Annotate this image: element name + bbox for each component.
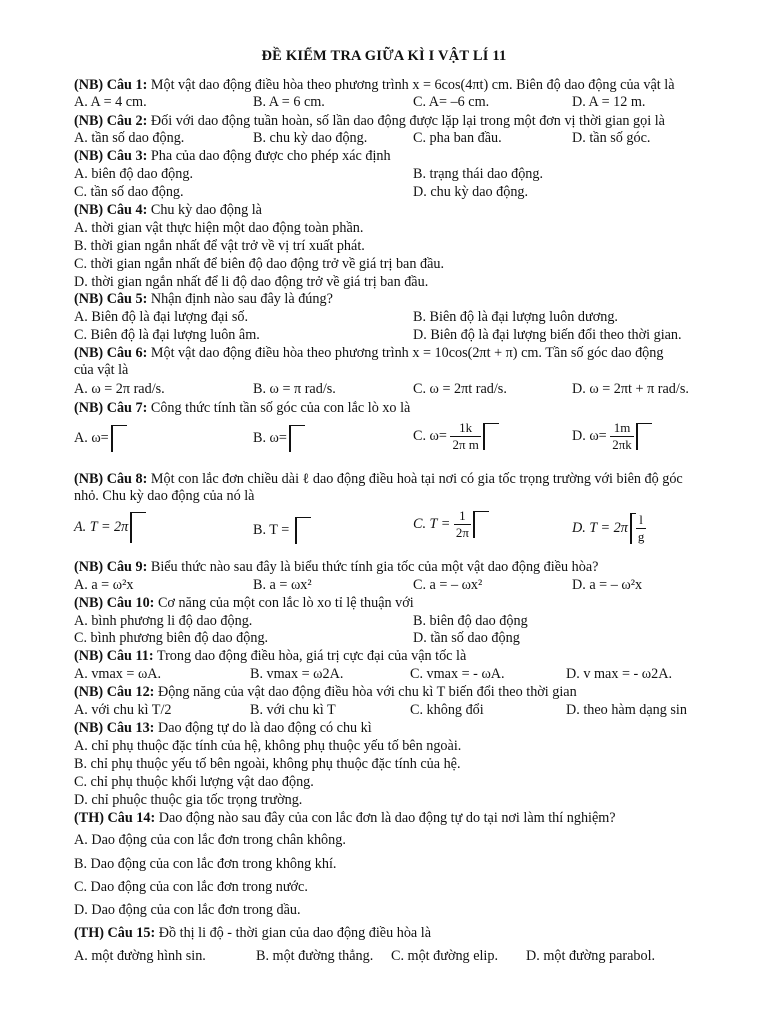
sqrt-symbol: [289, 425, 305, 452]
q5-option-a[interactable]: A. Biên độ là đại lượng đại số.: [74, 309, 248, 325]
q6-option-a[interactable]: A. ω = 2π rad/s.: [74, 381, 165, 397]
q1-option-a[interactable]: A. A = 4 cm.: [74, 94, 147, 110]
question-15-stem: (TH) Câu 15: Đồ thị li độ - thời gian của dao động điều hòa là: [74, 925, 432, 941]
q10-option-c[interactable]: C. bình phương biên độ dao động.: [74, 630, 269, 646]
q14-option-c[interactable]: C. Dao động của con lắc đơn trong nước.: [74, 879, 308, 895]
q4-option-a[interactable]: A. thời gian vật thực hiện một dao động toàn phần.: [74, 220, 364, 236]
q13-option-a[interactable]: A. chỉ phụ thuộc đặc tính của hệ, không phụ thuộc yếu tố bên ngoài.: [74, 738, 462, 754]
q12-option-c[interactable]: C. không đổi: [410, 702, 484, 718]
q8-option-b[interactable]: B. T =: [253, 517, 311, 544]
q5-option-c[interactable]: C. Biên độ là đại lượng luôn âm.: [74, 327, 260, 343]
q2-option-d[interactable]: D. tần số góc.: [572, 130, 651, 146]
q14-option-a[interactable]: A. Dao động của con lắc đơn trong chân không.: [74, 832, 346, 848]
question-6-stem-cont: của vật là: [74, 362, 129, 378]
q1-option-b[interactable]: B. A = 6 cm.: [253, 94, 325, 110]
q1-option-d[interactable]: D. A = 12 m.: [572, 94, 646, 110]
sqrt-symbol: [111, 425, 127, 452]
question-8-stem-cont: nhỏ. Chu kỳ dao động của nó là: [74, 488, 255, 504]
question-4-stem: (NB) Câu 4: Chu kỳ dao động là: [74, 202, 262, 218]
q8-option-a[interactable]: A. T = 2π: [74, 512, 146, 543]
exam-title: ĐỀ KIỂM TRA GIỮA KÌ I VẬT LÍ 11: [261, 48, 507, 64]
q5-option-d[interactable]: D. Biên độ là đại lượng biến đổi theo thời gian.: [413, 327, 682, 343]
question-9-stem: (NB) Câu 9: Biểu thức nào sau đây là biểu thức tính gia tốc của một vật dao động điều hòa?: [74, 559, 599, 575]
q6-option-c[interactable]: C. ω = 2πt rad/s.: [413, 381, 507, 397]
question-14-stem: (TH) Câu 14: Dao động nào sau đây của con lắc đơn là dao động tự do tại nơi làm thí nghiệm?: [74, 810, 616, 826]
q11-option-a[interactable]: A. vmax = ωA.: [74, 666, 162, 682]
q11-option-d[interactable]: D. v max = - ω2A.: [566, 666, 672, 682]
q9-option-c[interactable]: C. a = – ωx²: [413, 577, 483, 593]
q13-option-c[interactable]: C. chỉ phụ thuộc khối lượng vật dao động.: [74, 774, 314, 790]
q7-option-d[interactable]: D. ω= $\frac{1m}{2\pi k}$: [572, 420, 652, 453]
fraction: $\frac{l}{g}$: [637, 512, 645, 544]
question-6-stem: (NB) Câu 6: Một vật dao động điều hòa theo phương trình x = 10cos(2πt + π) cm. Tần số góc dao động: [74, 345, 664, 361]
q12-option-b[interactable]: B. với chu kì T: [250, 702, 336, 718]
q3-option-a[interactable]: A. biên độ dao động.: [74, 166, 194, 182]
q8-option-d[interactable]: D. T = 2π $\frac{l}{g}$: [572, 512, 645, 544]
q7-option-b[interactable]: B. ω=: [253, 425, 305, 452]
q15-option-c[interactable]: C. một đường elip.: [391, 948, 499, 964]
q2-option-a[interactable]: A. tần số dao động.: [74, 130, 185, 146]
q3-option-c[interactable]: C. tần số dao động.: [74, 184, 184, 200]
q14-option-b[interactable]: B. Dao động của con lắc đơn trong không khí.: [74, 856, 337, 872]
q7-option-a[interactable]: A. ω=: [74, 425, 127, 452]
q15-option-b[interactable]: B. một đường thẳng.: [256, 948, 374, 964]
q12-option-d[interactable]: D. theo hàm dạng sin: [566, 702, 687, 718]
question-2-stem: (NB) Câu 2: Đối với dao động tuần hoàn, số lần dao động được lặp lại trong một đơn vị thời gian gọi là: [74, 113, 665, 129]
q14-option-d[interactable]: D. Dao động của con lắc đơn trong dầu.: [74, 902, 301, 918]
q4-option-c[interactable]: C. thời gian ngắn nhất để biên độ dao động trở về giá trị ban đầu.: [74, 256, 445, 272]
q2-option-c[interactable]: C. pha ban đầu.: [413, 130, 502, 146]
fraction: $\frac{1k}{\text{2π m}}$: [452, 420, 479, 452]
q10-option-d[interactable]: D. tần số dao động: [413, 630, 520, 646]
sqrt-symbol: [483, 423, 499, 450]
fraction: $\frac{1}{2\pi}$: [455, 508, 469, 540]
question-1-stem: (NB) Câu 1: Một vật dao động điều hòa theo phương trình x = 6cos(4πt) cm. Biên độ dao động của vật là: [74, 77, 675, 93]
q11-option-c[interactable]: C. vmax = - ωA.: [410, 666, 505, 682]
sqrt-symbol: [636, 423, 652, 450]
q1-option-c[interactable]: C. A= –6 cm.: [413, 94, 490, 110]
q15-option-a[interactable]: A. một đường hình sin.: [74, 948, 206, 964]
q6-option-b[interactable]: B. ω = π rad/s.: [253, 381, 336, 397]
q6-option-d[interactable]: D. ω = 2πt + π rad/s.: [572, 381, 689, 397]
q7-option-c[interactable]: C. ω= $\frac{1k}{\text{2π m}}$: [413, 420, 499, 453]
q9-option-a[interactable]: A. a = ω²x: [74, 577, 134, 593]
q13-option-b[interactable]: B. chỉ phụ thuộc yếu tố bên ngoài, không phụ thuộc đặc tính của hệ.: [74, 756, 461, 772]
q10-option-a[interactable]: A. bình phương li độ dao động.: [74, 613, 253, 629]
q9-option-d[interactable]: D. a = – ω²x: [572, 577, 643, 593]
question-12-stem: (NB) Câu 12: Động năng của vật dao động điều hòa với chu kì T biến đổi theo thời gian: [74, 684, 577, 700]
question-3-stem: (NB) Câu 3: Pha của dao động được cho phép xác định: [74, 148, 391, 164]
q3-option-b[interactable]: B. trạng thái dao động.: [413, 166, 544, 182]
sqrt-symbol: [473, 511, 489, 538]
question-5-stem: (NB) Câu 5: Nhận định nào sau đây là đúng?: [74, 291, 333, 307]
question-13-stem: (NB) Câu 13: Dao động tự do là dao động có chu kì: [74, 720, 372, 736]
q9-option-b[interactable]: B. a = ωx²: [253, 577, 312, 593]
question-11-stem: (NB) Câu 11: Trong dao động điều hòa, giá trị cực đại của vận tốc là: [74, 648, 467, 664]
question-10-stem: (NB) Câu 10: Cơ năng của một con lắc lò xo tỉ lệ thuận với: [74, 595, 414, 611]
q11-option-b[interactable]: B. vmax = ω2A.: [250, 666, 344, 682]
question-8-stem: (NB) Câu 8: Một con lắc đơn chiều dài ℓ dao động điều hoà tại nơi có gia tốc trọng trường với biên độ góc: [74, 471, 683, 487]
q2-option-b[interactable]: B. chu kỳ dao động.: [253, 130, 368, 146]
fraction: $\frac{1m}{2\pi k}$: [612, 420, 632, 452]
q4-option-d[interactable]: D. thời gian ngắn nhất để li độ dao động trở về giá trị ban đầu.: [74, 274, 429, 290]
q13-option-d[interactable]: D. chỉ phuộc thuộc gia tốc trọng trường.: [74, 792, 303, 808]
q4-option-b[interactable]: B. thời gian ngắn nhất để vật trở về vị trí xuất phát.: [74, 238, 365, 254]
sqrt-symbol: [295, 517, 311, 544]
q10-option-b[interactable]: B. biên độ dao động: [413, 613, 528, 629]
q3-option-d[interactable]: D. chu kỳ dao động.: [413, 184, 529, 200]
sqrt-symbol: [130, 512, 146, 543]
q5-option-b[interactable]: B. Biên độ là đại lượng luôn dương.: [413, 309, 618, 325]
question-7-stem: (NB) Câu 7: Công thức tính tần số góc của con lắc lò xo là: [74, 400, 411, 416]
q12-option-a[interactable]: A. với chu kì T/2: [74, 702, 172, 718]
q8-option-c[interactable]: C. T = $\frac{1}{2\pi}$: [413, 508, 489, 541]
q15-option-d[interactable]: D. một đường parabol.: [526, 948, 656, 964]
